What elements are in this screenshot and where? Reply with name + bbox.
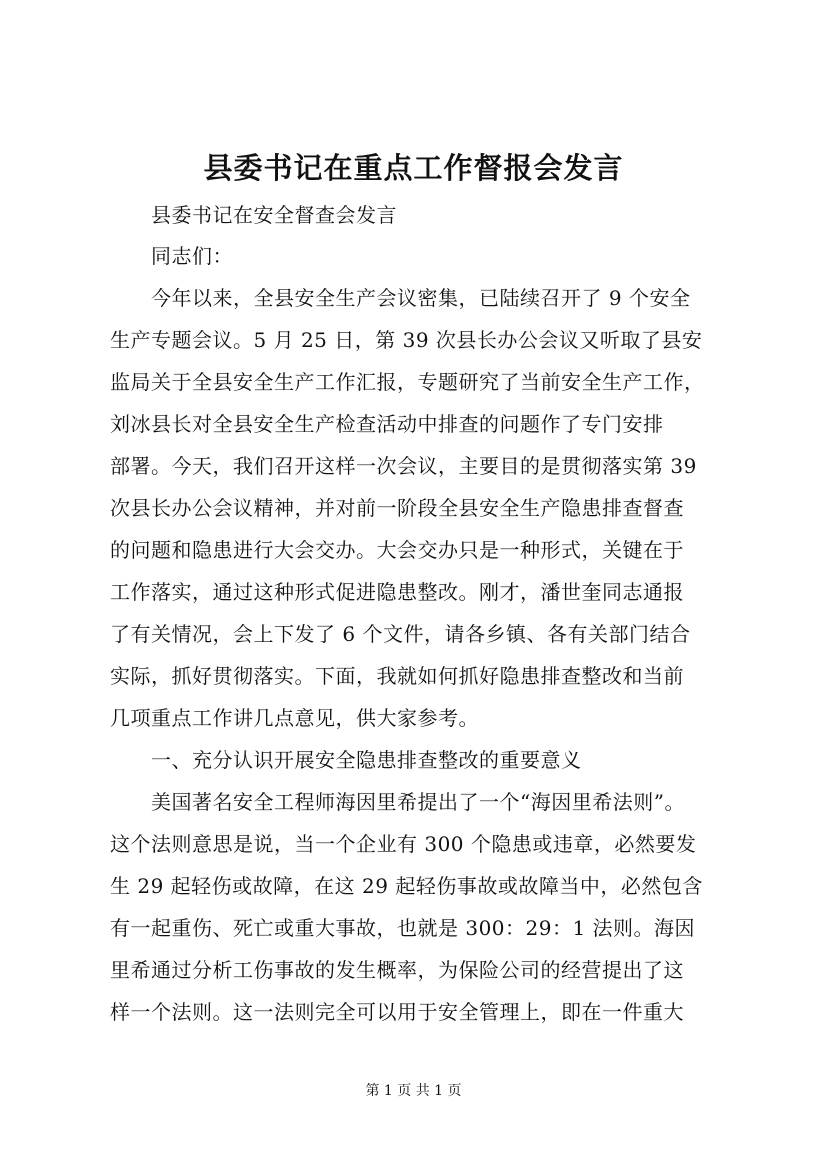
text-line: 今年以来，全县安全生产会议密集，已陆续召开了 9 个安全	[110, 286, 691, 310]
text-line: 美国著名安全工程师海因里希提出了一个“海因里希法则”。	[110, 790, 685, 814]
text-line: 几项重点工作讲几点意见，供大家参考。	[110, 706, 479, 730]
text-line: 部署。今天，我们召开这样一次会议，主要目的是贯彻落实第 39	[110, 454, 697, 478]
text-line: 实际，抓好贯彻落实。下面，我就如何抓好隐患排查整改和当前	[110, 664, 684, 688]
text-line: 刘冰县长对全县安全生产检查活动中排查的问题作了专门安排	[110, 412, 664, 436]
text-line: 监局关于全县安全生产工作汇报，专题研究了当前安全生产工作，	[110, 370, 705, 394]
text-line: 了有关情况，会上下发了 6 个文件，请各乡镇、各有关部门结合	[110, 622, 691, 646]
text-line: 工作落实，通过这种形式促进隐患整改。刚才，潘世奎同志通报	[110, 580, 684, 604]
document-title: 县委书记在重点工作督报会发言	[203, 151, 624, 185]
text-line: 县委书记在安全督查会发言	[110, 203, 397, 227]
text-line: 里希通过分析工伤事故的发生概率，为保险公司的经营提出了这	[110, 958, 684, 982]
text-line: 这个法则意思是说，当一个企业有 300 个隐患或违章，必然要发	[110, 832, 697, 856]
section-heading: 一、充分认识开展安全隐患排查整改的重要意义	[110, 748, 582, 772]
text-line: 同志们：	[110, 244, 233, 268]
text-line: 的问题和隐患进行大会交办。大会交办只是一种形式，关键在于	[110, 538, 684, 562]
text-line: 生产专题会议。5 月 25 日，第 39 次县长办公会议又听取了县安	[110, 328, 703, 352]
text-line: 次县长办公会议精神，并对前一阶段全县安全生产隐患排查督查	[110, 496, 684, 520]
text-line: 生 29 起轻伤或故障，在这 29 起轻伤事故或故障当中，必然包含	[110, 874, 703, 898]
text-line: 样一个法则。这一法则完全可以用于安全管理上，即在一件重大	[110, 1000, 684, 1024]
text-line: 有一起重伤、死亡或重大事故，也就是 300：29：1 法则。海因	[110, 916, 696, 940]
page-footer: 第 1 页 共 1 页	[365, 1083, 462, 1099]
